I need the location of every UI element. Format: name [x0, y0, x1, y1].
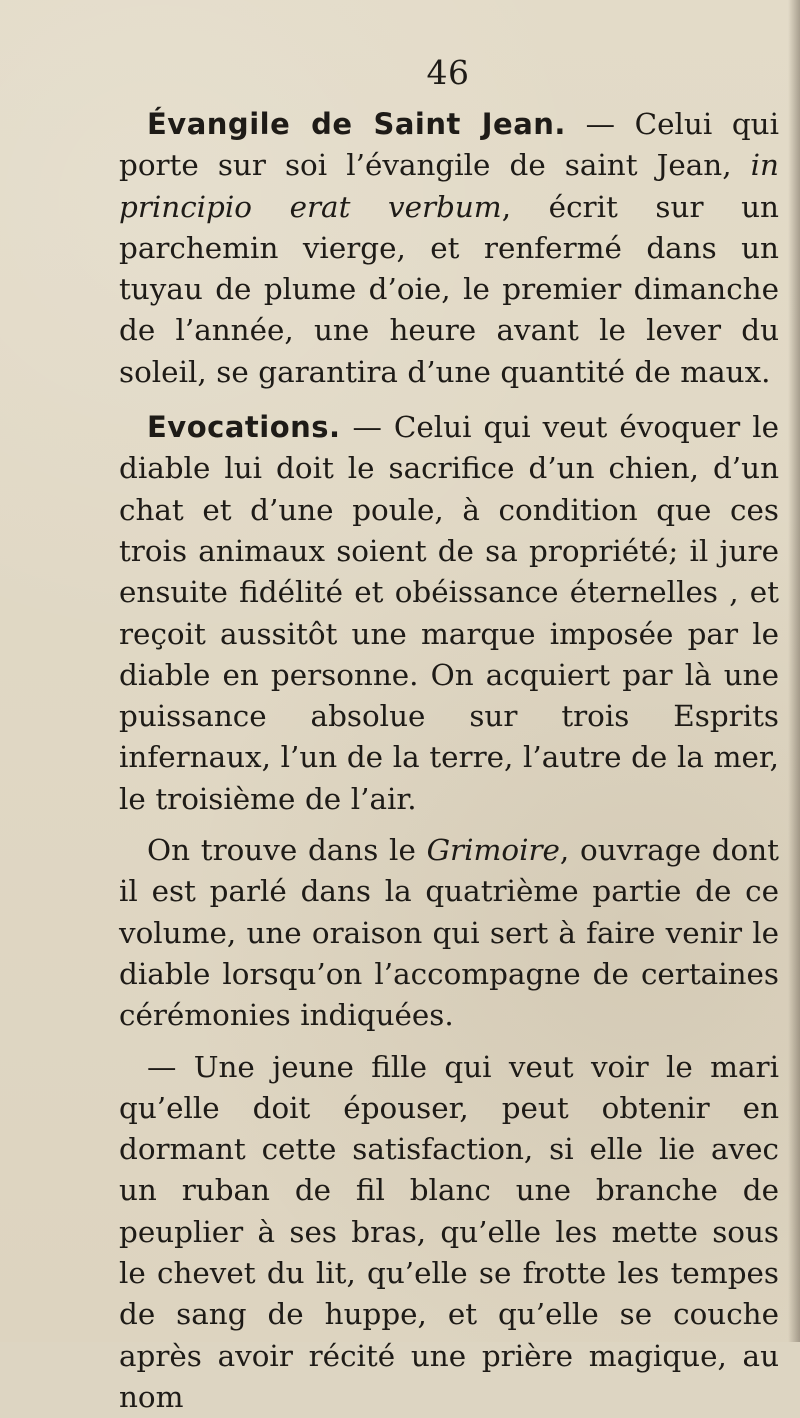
paragraph-text-evangile-start: Celui qui porte sur soi l’évangile de saint Jean, [119, 107, 779, 183]
paragraph-text-grimoire-start: On trouve dans le [147, 833, 427, 868]
paragraph-evocations [119, 407, 779, 820]
heading-dash-evocations: — [340, 410, 394, 445]
paragraph-text-evocations: Celui qui veut évoquer le diable lui doit le sacrifice d’un chien, d’un chat et d’une poule, à condition que ces trois animaux soient de sa propriété; il jure ensuite fidélité et obéissance éternelles , et reçoit aussitôt une marque imposée par le diable en personne. On acquiert par là une puissance absolue sur trois Esprits infernaux, l’un de la terre, l’autre de la mer, le troisième de l’air. [119, 410, 779, 816]
paragraph-grimoire [119, 830, 779, 1036]
page-text [119, 104, 779, 1418]
section-heading-evocations: Evocations. [147, 410, 341, 445]
book-title-grimoire: Grimoire [426, 833, 560, 868]
paragraph-jeune-fille [119, 1047, 779, 1418]
page-number: 46 [426, 53, 470, 92]
section-heading-evangile: Évangile de Saint Jean. [147, 107, 566, 141]
paragraph-text-jeune-fille: — Une jeune fille qui veut voir le mari qu’elle doit épouser, peut obtenir en dormant cette satisfaction, si elle lie avec un ruban de fil blanc une branche de peuplier à ses bras, qu’elle les mette sous le chevet du lit, qu’elle se frotte les tempes de sang de huppe, et qu’elle se couche après avoir récité une prière magique, au nom [119, 1049, 779, 1414]
latin-phrase: in principio erat verbum [119, 148, 779, 224]
heading-dash-evangile: — [565, 107, 635, 141]
paragraph-text-evangile-end: , écrit sur un parchemin vierge, et renfermé dans un tuyau de plume d’oie, le premier dimanche de l’année, une heure avant le lever du soleil, se garantira d’une quantité de maux. [119, 189, 779, 389]
paragraph-text-grimoire-end: , ouvrage dont il est parlé dans la quatrième partie de ce volume, une oraison qui sert à faire venir le diable lorsqu’on l’accompagne de certaines cérémonies indiquées. [119, 833, 779, 1033]
paragraph-evangile [119, 104, 779, 393]
